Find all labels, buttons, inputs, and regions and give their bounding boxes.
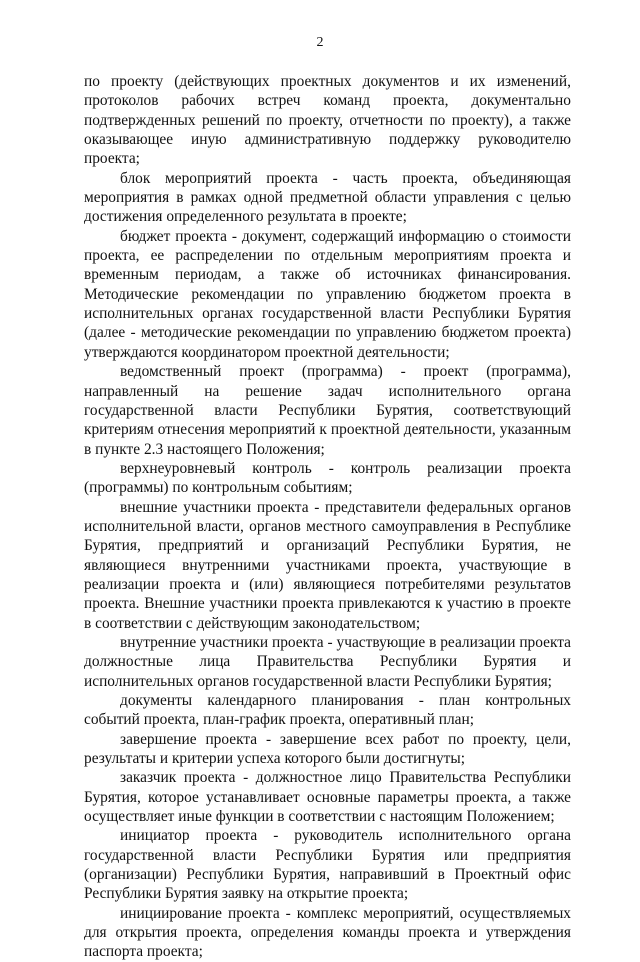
definition-activity-block: блок мероприятий проекта - часть проекта, объединяющая мероприятия в рамках одной предметной области управления с целью достижения определенного результата в проекте; — [84, 169, 571, 226]
definition-scheduling-documents: документы календарного планирования - план контрольных событий проекта, план-график проекта, оперативный план; — [84, 692, 571, 729]
definition-project-completion: завершение проекта - завершение всех работ по проекту, цели, результаты и критерии успеха которого были достигнуты; — [84, 730, 571, 768]
page-number: 2 — [316, 35, 324, 50]
definition-project-initiator: инициатор проекта - руководитель исполнительного органа государственной власти Республики Бурятия или предприятия (организации) Республики Бурятия, направивший в Проектный офис Республики Бурятия заявку на открытие проекта; — [84, 827, 571, 903]
paragraph-continuation: по проекту (действующих проектных документов и их изменений, протоколов рабочих встреч команд проекта, документально подтвержденных решений по проекту, отчетности по проекту), а также оказывающее иную административную поддержку руководителю проекта; — [84, 73, 571, 168]
document-body — [84, 72, 571, 962]
definition-internal-participants: внутренние участники проекта - участвующие в реализации проекта должностные лица Правительства Республики Бурятия и исполнительных органов государственной власти Республики Бурятия; — [84, 633, 571, 690]
definition-project-budget: бюджет проекта - документ, содержащий информацию о стоимости проекта, ее распределении по отдельным мероприятиям проекта и временным периодам, а также об источниках финансирования. Методические рекомендации по управлению бюджетом проекта в исполнительных органах государственной власти Республики Бурятия (далее - методические рекомендации по управлению бюджетом проекта) утверждаются координатором проектной деятельности; — [84, 227, 571, 361]
definition-departmental-project: ведомственный проект (программа) - проект (программа), направленный на решение задач исполнительного органа государственной власти Республики Бурятия, соответствующий критериям отнесения мероприятий к проектной деятельности, указанным в пункте 2.3 настоящего Положения; — [84, 363, 571, 458]
definition-top-level-control: верхнеуровневый контроль - контроль реализации проекта (программы) по контрольным событиям; — [84, 459, 571, 497]
definition-project-initiation: инициирование проекта - комплекс мероприятий, осуществляемых для открытия проекта, определения команды проекта и утверждения паспорта проекта; — [84, 904, 571, 961]
definition-external-participants: внешние участники проекта - представители федеральных органов исполнительной власти, органов местного самоуправления в Республике Бурятия, предприятий и организаций Республики Бурятия, не являющиеся внутренними участниками проекта, участвующие в реализации проекта и (или) являющиеся потребителями результатов проекта. Внешние участники проекта привлекаются к участию в проекте в соответствии с действующим законодательством; — [84, 498, 571, 632]
definition-project-customer: заказчик проекта - должностное лицо Правительства Республики Бурятия, которое устанавливает основные параметры проекта, а также осуществляет иные функции в соответствии с настоящим Положением; — [84, 769, 571, 826]
